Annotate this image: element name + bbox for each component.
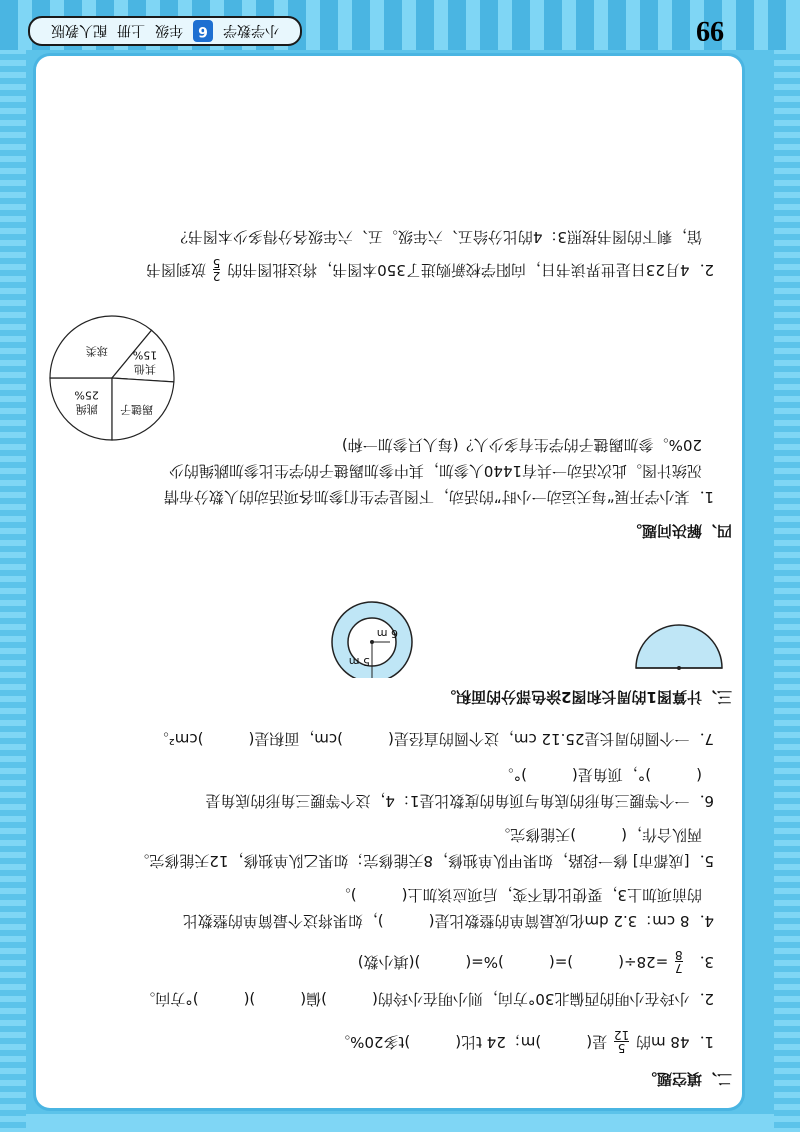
figure-2-ring <box>332 602 412 678</box>
edition-label: 配人教版 <box>51 22 107 38</box>
top-border <box>0 1114 800 1132</box>
figure-1-semicircle <box>636 625 722 670</box>
question-4-line-1: 4．8 cm：3.2 dm化成最简单的整数比是( )，如果将这个最简单的整数比 <box>182 912 714 930</box>
question-1-part-b: 是( )m；24 t比( )t多20%。 <box>335 1033 608 1051</box>
problem-1-line-1: 1．某小学开展“每天运动一小时”的活动，下图是学生们参加各项活动的人数分布情 <box>163 488 714 506</box>
pie-slice-label: 球类 <box>85 344 108 358</box>
question-6-line-2: ( )°，顶角是( )°。 <box>498 766 702 784</box>
question-5-line-2: 两队合作，( )天能修完。 <box>495 826 702 844</box>
fraction-numerator: 7 <box>675 961 683 975</box>
right-border <box>0 0 26 1132</box>
grade-number: 6 <box>193 20 213 42</box>
section-2-title: 二、填空题。 <box>641 1070 732 1088</box>
page-header <box>36 14 742 54</box>
term-label: 上册 <box>117 22 145 38</box>
fraction-denominator: 12 <box>613 1028 630 1042</box>
pie-slice-label: 其他 <box>134 362 157 376</box>
problem-2-line-2: 馆，剩下的图书按照3：4的比分给五、六年级。五、六年级各分得多少本图书？ <box>172 228 702 246</box>
figure-2-inner-radius: 6 m <box>376 627 398 640</box>
section-4-title: 四、解决问题。 <box>626 522 732 540</box>
activity-pie-chart <box>42 308 182 448</box>
fraction-5-12 <box>614 1029 629 1054</box>
question-7: 7．一个圆的周长是25.12 cm，这个圆的直径是( )cm，面积是( )cm²。 <box>153 730 714 748</box>
pie-slice-label: 跳绳 <box>75 402 98 416</box>
question-5-line-1: 5．[成都市] 修一段路，如果甲队单独修，8天能修完；如果乙队单独修，12天能修完。 <box>134 852 714 870</box>
pie-slice-value: 15% <box>132 348 158 362</box>
fraction-numerator: 2 <box>212 269 221 283</box>
question-3 <box>358 949 714 974</box>
question-1 <box>335 1029 714 1054</box>
problem-2-part-b: 放到图书 <box>145 261 206 279</box>
problem-1-line-3: 20%。参加踢毽子的学生有多少人？(每人只参加一种) <box>341 436 702 454</box>
figure-2-outer-radius: 5 m <box>348 655 370 668</box>
section-3-figures <box>36 568 742 678</box>
fraction-7-8 <box>675 949 683 974</box>
problem-1-line-2: 况统计图。此次活动一共有1440人参加，其中参加踢毽子的学生比参加跳绳的少 <box>168 462 702 480</box>
series-label: 小学数学 <box>223 22 279 38</box>
fraction-2-5 <box>213 257 221 282</box>
question-6-line-1: 6．一个等腰三角形的底角与顶角的度数比是1：4，这个等腰三角形的底角是 <box>205 792 714 810</box>
worksheet <box>36 56 742 1108</box>
pie-slice-label: 踢毽子 <box>120 403 154 417</box>
figure-1-dimension-label <box>664 677 694 678</box>
question-2: 2．小玲在小明的西偏北30°方向，则小明在小玲的( )偏( )( )°方向。 <box>140 990 714 1008</box>
pie-slice-value: 25% <box>74 388 99 402</box>
section-3-title: 三、计算图1的周长和图2涂色部分的面积。 <box>441 688 732 706</box>
problem-2-line-1 <box>146 257 714 282</box>
problem-2-part-a: 2．4月23日是世界读书日，向阳学校新购进了350本图书，将这批图书的 <box>227 261 714 279</box>
page-number: 99 <box>696 15 724 46</box>
question-4-line-2: 的前项加上3，要使比值不变，后项应该加上( )。 <box>335 886 702 904</box>
question-1-part-a: 1．48 m的 <box>635 1033 714 1051</box>
left-border <box>774 0 800 1132</box>
fraction-denominator: 8 <box>675 948 683 962</box>
question-3-part-b: =28÷( )=( )%=( )(填小数) <box>357 953 669 971</box>
fraction-denominator: 5 <box>212 256 221 270</box>
grade-label: 年级 <box>155 22 183 38</box>
book-series-badge <box>28 16 302 46</box>
question-3-part-a: 3． <box>689 953 714 971</box>
fraction-numerator: 5 <box>617 1041 626 1055</box>
